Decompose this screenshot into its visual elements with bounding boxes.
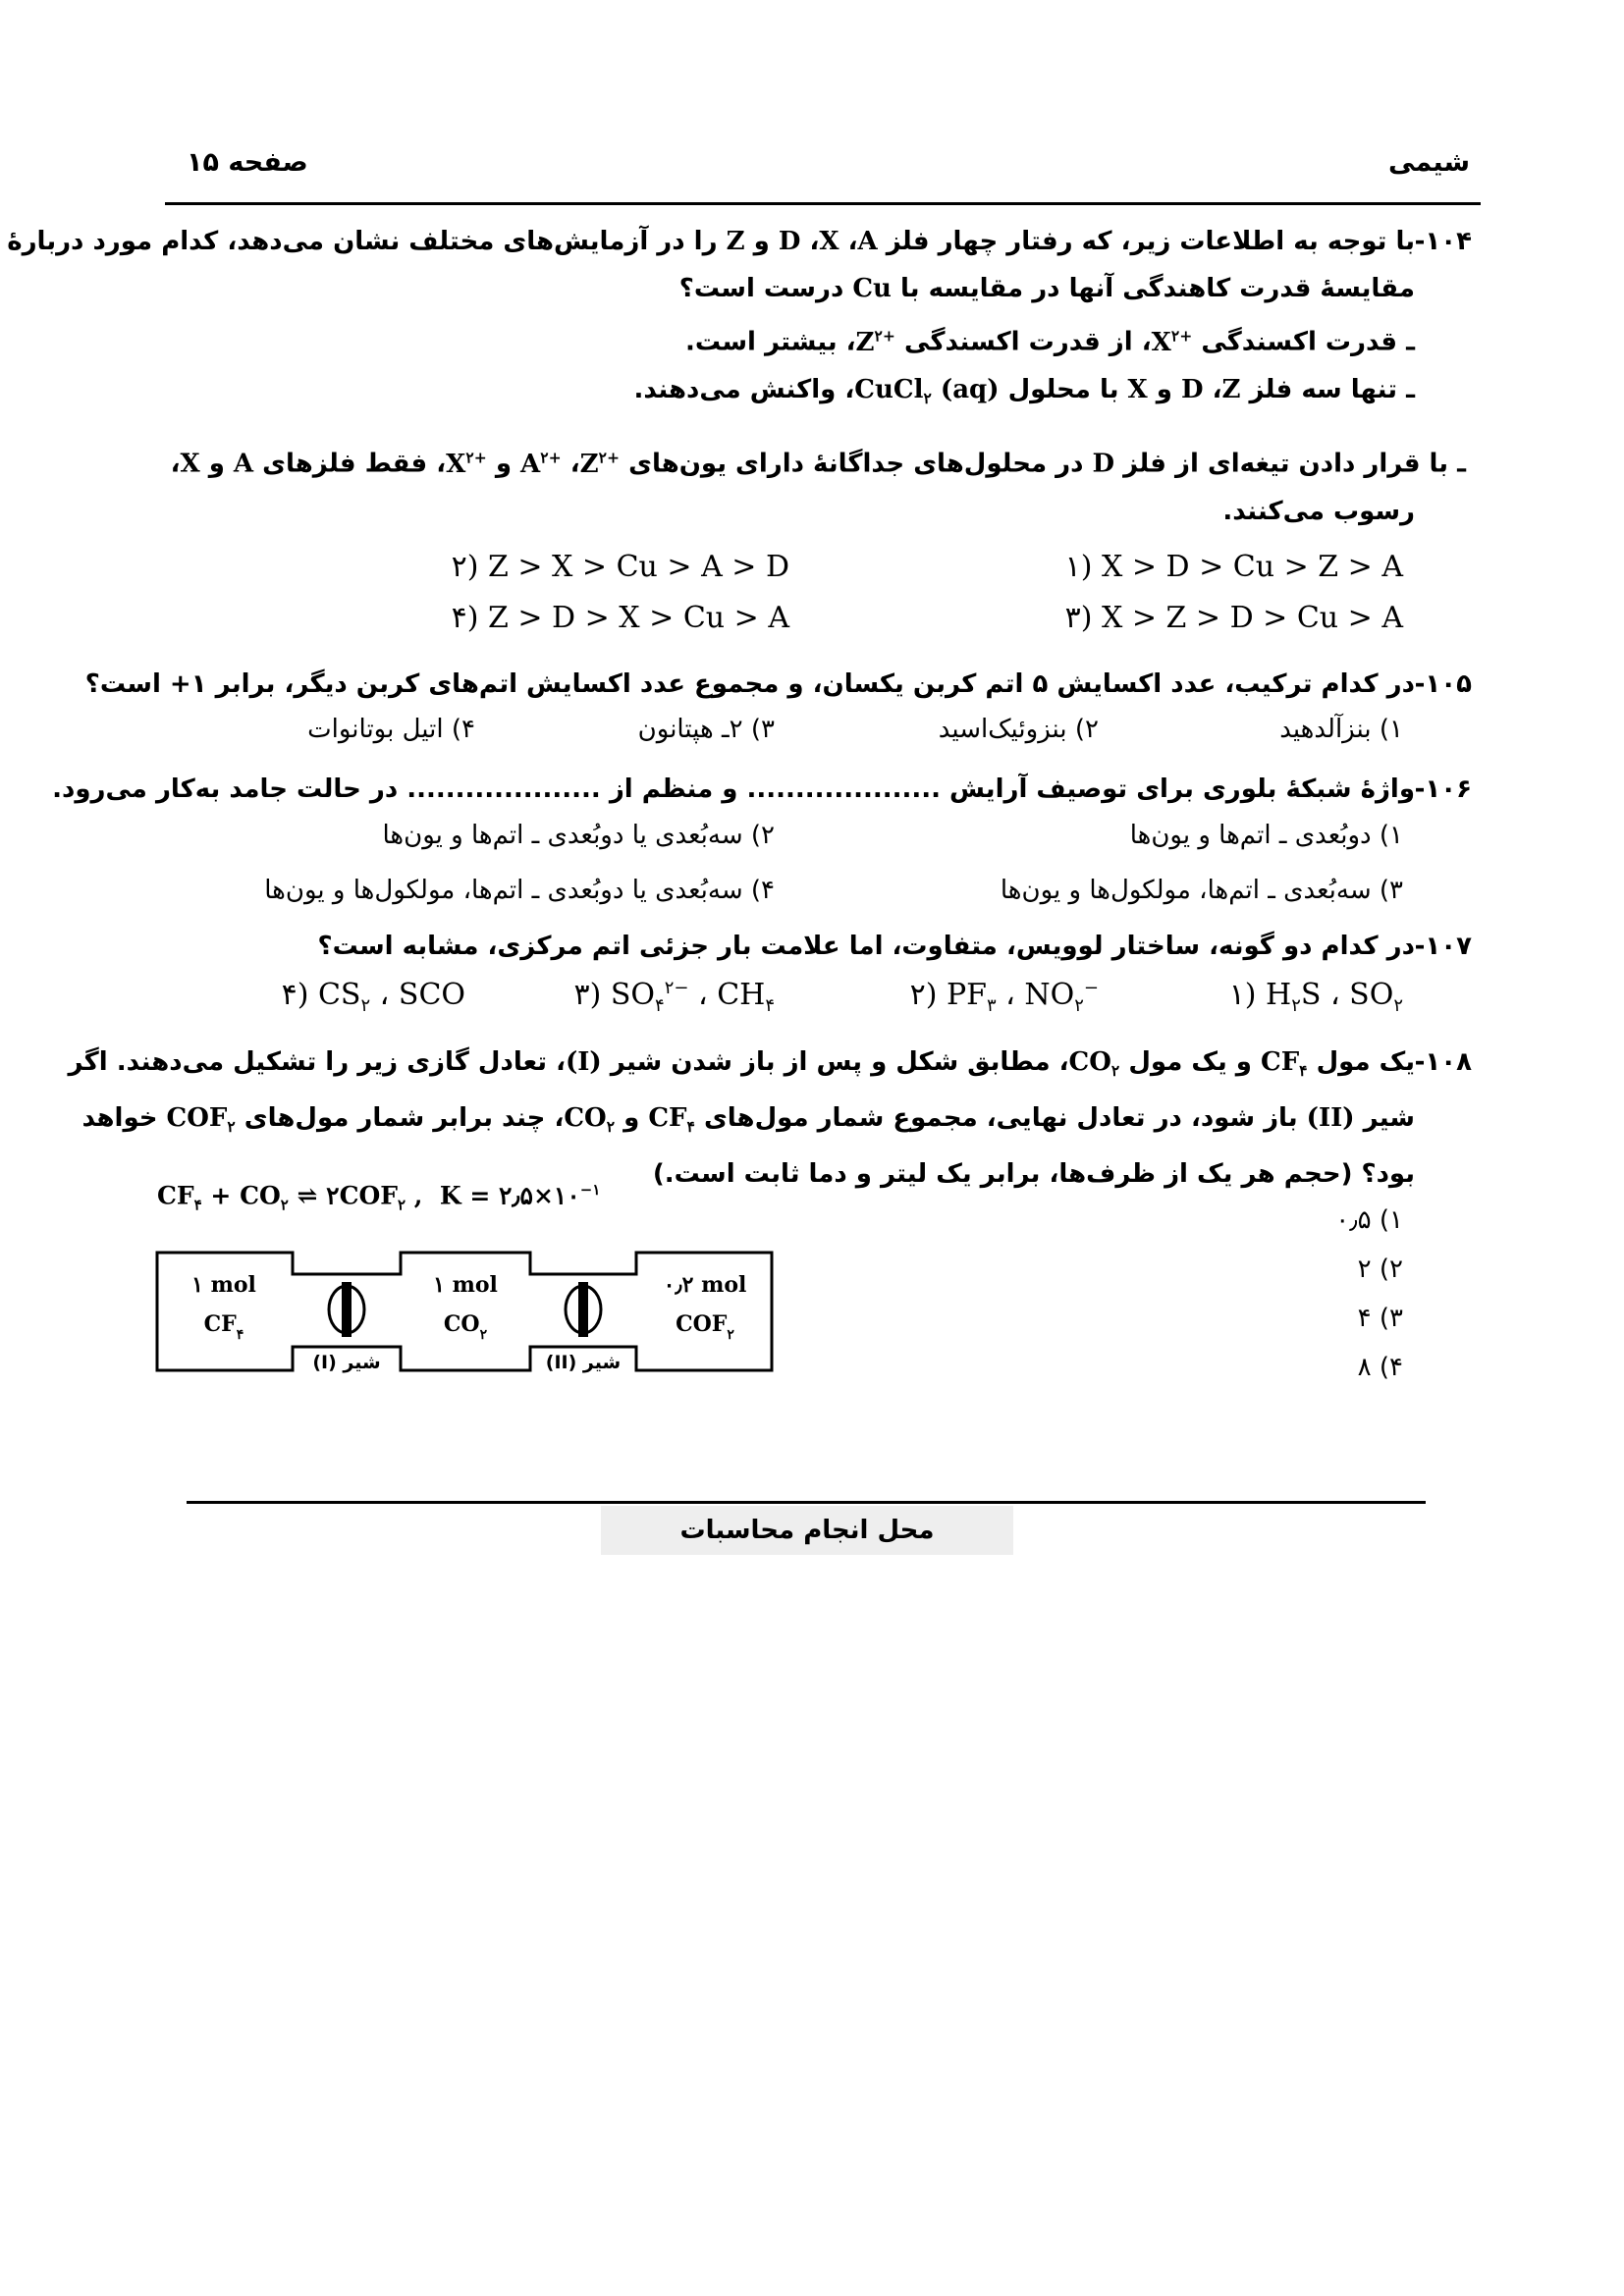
question-104-stem-line1: با توجه به اطلاعات زیر، که رفتار چهار فلز A، X، D و Z را در آزمایش‌های مختلف نشان می‌دهد، کدام مورد دربارهٔ bbox=[7, 227, 1415, 256]
option-106-3[interactable]: ۳) سه‌بُعدی ـ اتم‌ها، مولکول‌ها و یون‌ها bbox=[1000, 876, 1403, 905]
option-106-2[interactable]: ۲) سه‌بُعدی یا دوبُعدی ـ اتم‌ها و یون‌ها bbox=[382, 821, 775, 850]
option-108-4[interactable]: ۴) ۸ bbox=[1357, 1353, 1403, 1382]
question-106-options bbox=[0, 821, 1624, 919]
option-105-1[interactable]: ۱) بنزآلدهید bbox=[1279, 715, 1403, 744]
question-104-fact-2: ـ تنها سه فلز Z، D و X با محلول CuCl$_۲$ (aq)، واکنش می‌دهند. bbox=[633, 374, 1415, 407]
question-105 bbox=[84, 661, 1472, 708]
equilibrium-equation: $CF_۴ + CO_۲$ ⇌ $۲COF_۲$ , $K = ۲٫۵\times ۱۰^{-۱}$ bbox=[157, 1181, 601, 1214]
option-106-1[interactable]: ۱) دوبُعدی ـ اتم‌ها و یون‌ها bbox=[1129, 821, 1403, 850]
subject-title: شیمی bbox=[1388, 147, 1470, 178]
option-106-4[interactable]: ۴) سه‌بُعدی یا دوبُعدی ـ اتم‌ها، مولکول‌ها و یون‌ها bbox=[264, 876, 775, 905]
option-108-1[interactable]: ۱) ۰٫۵ bbox=[1335, 1205, 1403, 1235]
header-divider bbox=[165, 202, 1481, 205]
valve-1-icon[interactable] bbox=[329, 1282, 364, 1337]
question-108-stem-line3: بود؟ (حجم هر یک از ظرف‌ها، برابر یک لیتر و دما ثابت است.) bbox=[652, 1159, 1415, 1190]
option-104-1[interactable]: ۱) X > D > Cu > Z > A bbox=[1064, 550, 1403, 584]
question-105-stem: در کدام ترکیب، عدد اکسایش ۵ اتم کربن یکسان، و مجموع عدد اکسایش اتم‌های کربن دیگر، برابر ۱+ است؟ bbox=[84, 669, 1415, 699]
question-104-options bbox=[0, 550, 1624, 658]
option-107-2[interactable]: ۲) $PF_۳$ ، $NO_۲^-$ bbox=[909, 978, 1099, 1016]
apparatus-diagram bbox=[155, 1243, 776, 1390]
question-104 bbox=[7, 218, 1472, 535]
page-number: صفحه ۱۵ bbox=[187, 147, 308, 178]
box1-species-label: $CF_۴$ bbox=[203, 1311, 244, 1343]
option-107-4[interactable]: ۴) $CS_۲$ ، SCO bbox=[281, 978, 465, 1016]
option-107-1[interactable]: ۱) $H_۲S$ ، $SO_۲$ bbox=[1228, 978, 1403, 1016]
question-107 bbox=[156, 923, 1472, 970]
question-number: ۱۰۸- bbox=[1414, 1047, 1472, 1077]
option-105-3[interactable]: ۳) ۲ـ هپتانون bbox=[637, 715, 775, 744]
box2-species-label: $CO_۲$ bbox=[443, 1311, 488, 1343]
question-number: ۱۰۷- bbox=[1414, 932, 1472, 961]
question-106 bbox=[52, 766, 1472, 813]
valve-2-label: شیر (II) bbox=[545, 1352, 622, 1373]
option-108-3[interactable]: ۳) ۴ bbox=[1357, 1304, 1403, 1333]
box1-mol-label: ۱ mol bbox=[191, 1272, 256, 1298]
question-number: ۱۰۴- bbox=[1414, 227, 1472, 256]
valve-1-label: شیر (I) bbox=[312, 1352, 381, 1373]
question-number: ۱۰۵- bbox=[1414, 669, 1472, 699]
question-105-options bbox=[0, 715, 1624, 758]
option-104-2[interactable]: ۲) Z > X > Cu > A > D bbox=[451, 550, 789, 584]
option-105-2[interactable]: ۲) بنزوئیک‌اسید bbox=[938, 715, 1099, 744]
option-105-4[interactable]: ۴) اتیل بوتانوات bbox=[307, 715, 475, 744]
question-107-stem: در کدام دو گونه، ساختار لوویس، متفاوت، اما علامت بار جزئی اتم مرکزی، مشابه است؟ bbox=[317, 932, 1415, 961]
question-108-stem-line1: یک مول $CF_۴$ و یک مول $CO_۲،$ مطابق شکل و پس از باز شدن شیر (I)، تعادل گازی زیر را تشکیل می‌دهند. اگر bbox=[68, 1047, 1415, 1081]
question-104-fact-3: ـ با قرار دادن تیغه‌ای از فلز D در محلول‌های جداگانهٔ دارای یون‌های $Z^{۲+}،$ $A^{۲+}$ و $X^{۲+}،$ فقط فلزهای A و X، bbox=[170, 447, 1466, 479]
footer-divider bbox=[187, 1501, 1426, 1504]
option-107-3[interactable]: ۳) $SO_۴^{۲-}$ ، $CH_۴$ bbox=[573, 978, 775, 1016]
box2-mol-label: ۱ mol bbox=[433, 1272, 498, 1298]
question-number: ۱۰۶- bbox=[1414, 774, 1472, 804]
question-108 bbox=[68, 1039, 1472, 1198]
box3-mol-label: ۰٫۲ mol bbox=[663, 1272, 747, 1298]
question-104-fact-3-cont: رسوب می‌کنند. bbox=[1222, 496, 1415, 526]
question-104-stem-line2: مقایسهٔ قدرت کاهندگی آنها در مقایسه با Cu درست است؟ bbox=[678, 274, 1415, 303]
question-106-stem: واژهٔ شبکهٔ بلوری برای توصیف آرایش .................... و منظم از .................... در حالت جامد به‌کار می‌رود. bbox=[52, 774, 1415, 804]
option-104-4[interactable]: ۴) Z > D > X > Cu > A bbox=[451, 601, 789, 635]
question-108-stem-line2: شیر (II) باز شود، در تعادل نهایی، مجموع شمار مول‌های $CF_۴$ و $CO_۲،$ چند برابر شمار مول‌های $COF_۲$ خواهد bbox=[81, 1103, 1415, 1137]
question-107-options bbox=[0, 978, 1624, 1027]
option-108-2[interactable]: ۲) ۲ bbox=[1357, 1255, 1403, 1284]
valve-2-icon[interactable] bbox=[566, 1282, 601, 1337]
box3-species-label: $COF_۲$ bbox=[676, 1311, 734, 1343]
calculation-area-label: محل انجام محاسبات bbox=[601, 1506, 1013, 1555]
option-104-3[interactable]: ۳) X > Z > D > Cu > A bbox=[1064, 601, 1403, 635]
question-104-fact-1: ـ قدرت اکسندگی $X^{۲+}،$ از قدرت اکسندگی $Z^{۲+}،$ بیشتر است. bbox=[685, 326, 1415, 357]
